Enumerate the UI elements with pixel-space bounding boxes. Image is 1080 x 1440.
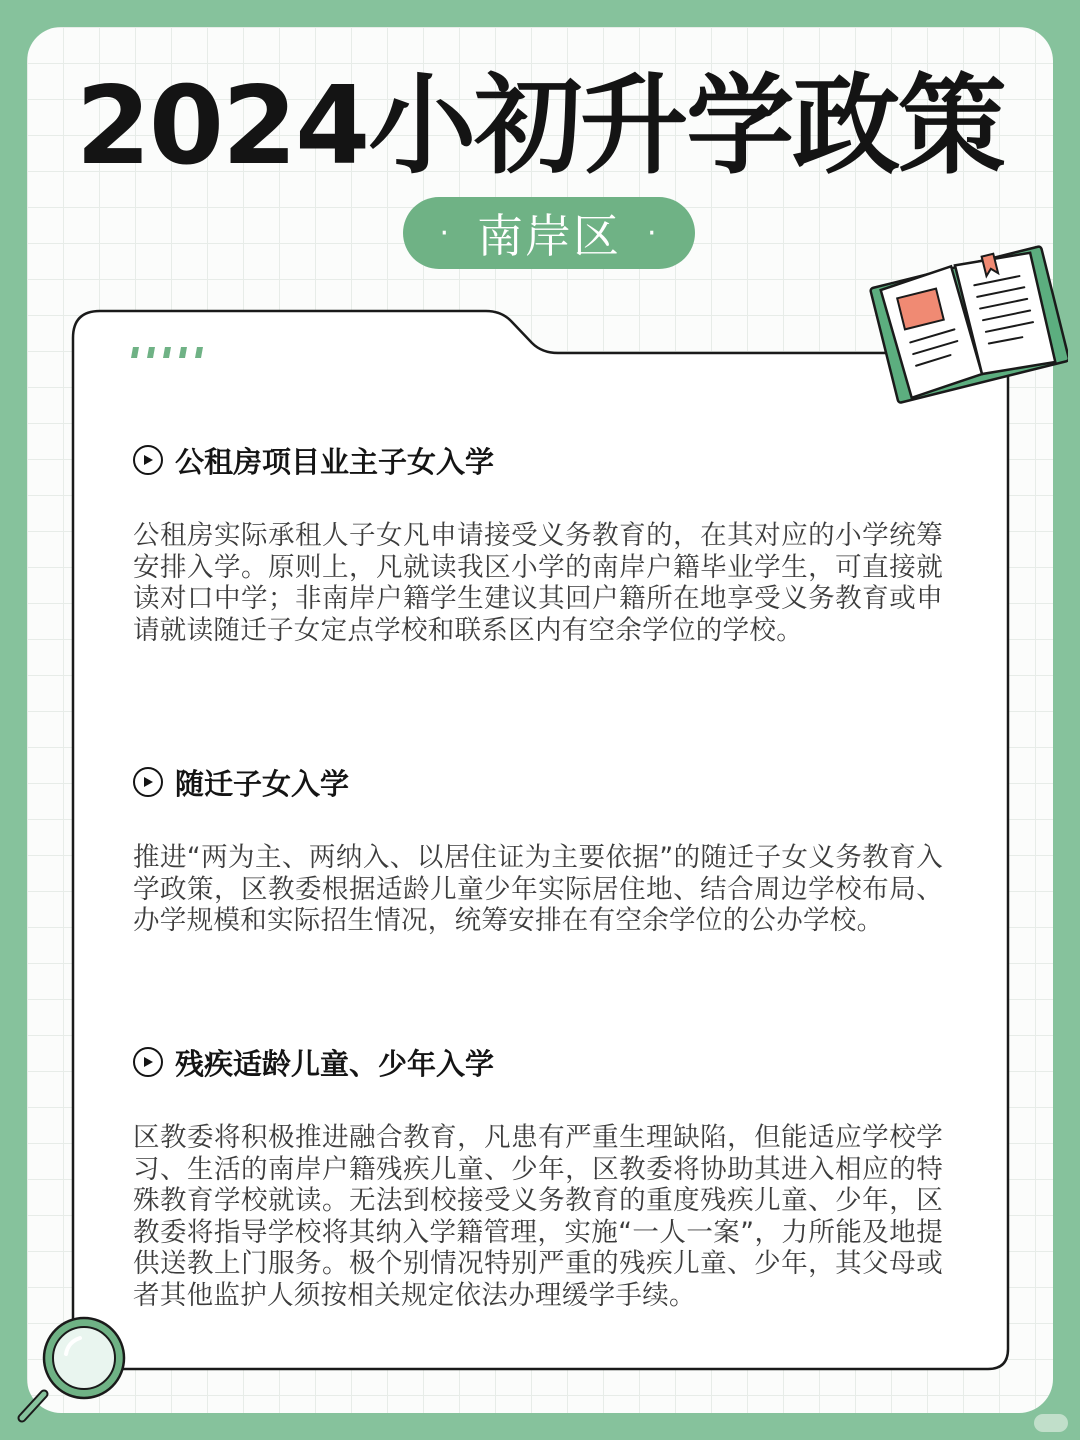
district-label: 南岸区 — [477, 209, 621, 263]
play-circle-icon — [133, 767, 163, 797]
play-circle-icon — [133, 445, 163, 475]
section-header — [133, 1042, 943, 1082]
section-body: 公租房实际承租人子女凡申请接受义务教育的，在其对应的小学统筹安排入学。原则上，凡就读我区小学的南岸户籍毕业学生，可直接就读对口中学；非南岸户籍学生建议其回户籍所在地享受义务教育或申请就读随迁子女定点学校和联系区内有空余学位的学校。 — [133, 520, 943, 646]
page-title: 2024小初升学政策 — [75, 64, 1005, 189]
section-header — [133, 762, 943, 802]
section-title: 残疾适龄儿童、少年入学 — [175, 1046, 495, 1081]
section-migrant-children — [133, 762, 943, 937]
watermark-badge — [1034, 1414, 1068, 1432]
badge-dot-right: · — [647, 215, 659, 251]
section-header — [133, 440, 943, 480]
section-public-housing — [133, 440, 943, 646]
section-body: 区教委将积极推进融合教育，凡患有严重生理缺陷，但能适应学校学习、生活的南岸户籍残疾儿童、少年，区教委将协助其进入相应的特殊教育学校就读。无法到校接受义务教育的重度残疾儿童、少年，区教委将指导学校将其纳入学籍管理，实施“一人一案”，力所能及地提供送教上门服务。极个别情况特别严重的残疾儿童、少年，其父母或者其他监护人须按相关规定依法办理缓学手续。 — [133, 1122, 943, 1311]
book-icon — [868, 236, 1068, 411]
stripes-decoration — [131, 347, 215, 359]
badge-dot-left: · — [439, 215, 451, 251]
section-title: 公租房项目业主子女入学 — [175, 444, 495, 479]
magnifier-icon — [14, 1316, 134, 1426]
section-title: 随迁子女入学 — [175, 766, 350, 801]
section-body: 推进“两为主、两纳入、以居住证为主要依据”的随迁子女义务教育入学政策，区教委根据适龄儿童少年实际居住地、结合周边学校布局、办学规模和实际招生情况，统筹安排在有空余学位的公办学校。 — [133, 842, 943, 936]
section-disabled-children — [133, 1042, 943, 1311]
play-circle-icon — [133, 1047, 163, 1077]
